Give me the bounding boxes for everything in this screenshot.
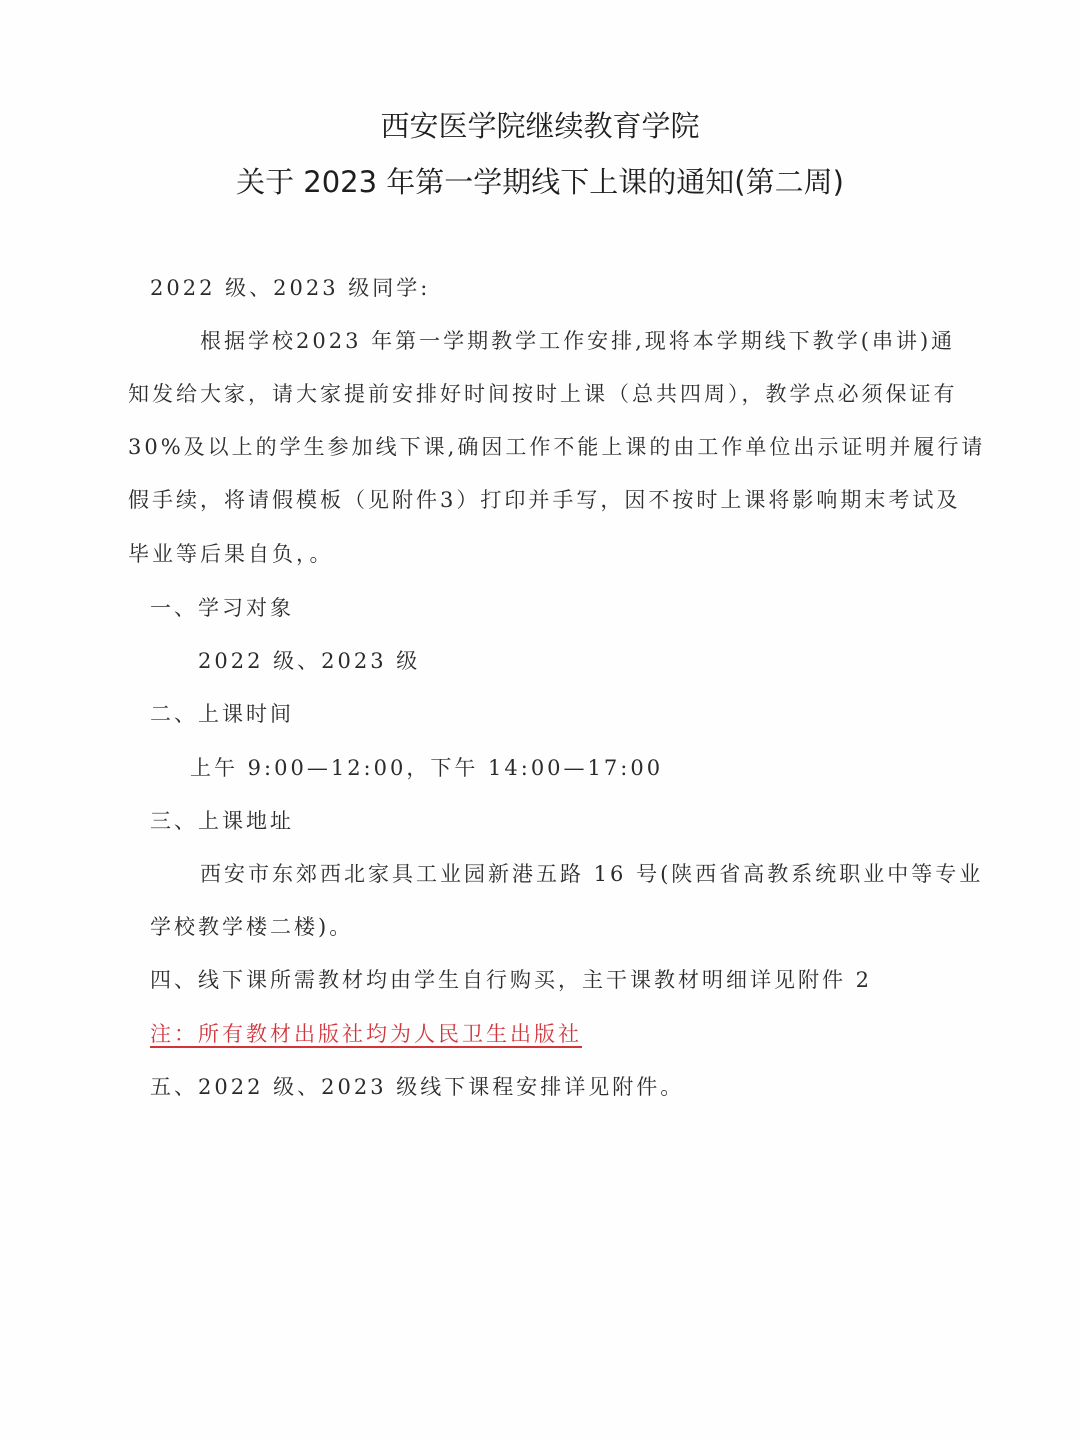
- section-2-heading: 二、上课时间: [150, 702, 294, 726]
- section-3-address-line-2: 学校教学楼二楼)。: [150, 915, 354, 939]
- intro-line-4: 假手续，将请假模板（见附件3）打印并手写，因不按时上课将影响期末考试及: [128, 488, 961, 512]
- section-5-heading: 五、2022 级、2023 级线下课程安排详见附件。: [150, 1075, 685, 1099]
- intro-line-3: 30%及以上的学生参加线下课,确因工作不能上课的由工作单位出示证明并履行请: [128, 435, 986, 459]
- intro-line-2: 知发给大家，请大家提前安排好时间按时上课（总共四周），教学点必须保证有: [128, 382, 958, 406]
- section-3-address-line-1: 西安市东郊西北家具工业园新港五路 16 号(陕西省高教系统职业中等专业: [200, 862, 984, 886]
- section-1-content: 2022 级、2023 级: [198, 649, 421, 673]
- document-title-institution: 西安医学院继续教育学院: [380, 109, 700, 143]
- intro-line-1: 根据学校2023 年第一学期教学工作安排,现将本学期线下教学(串讲)通: [200, 329, 956, 353]
- document-title-subject: 关于 2023 年第一学期线下上课的通知(第二周): [236, 165, 844, 199]
- section-1-heading: 一、学习对象: [150, 596, 294, 620]
- textbook-publisher-note: 注：所有教材出版社均为人民卫生出版社: [150, 1022, 582, 1046]
- section-2-content: 上午 9:00—12:00，下午 14:00—17:00: [190, 756, 664, 780]
- section-3-heading: 三、上课地址: [150, 809, 294, 833]
- section-4-heading: 四、线下课所需教材均由学生自行购买，主干课教材明细详见附件 2: [150, 968, 873, 992]
- salutation: 2022 级、2023 级同学:: [150, 276, 431, 300]
- intro-line-5: 毕业等后果自负，。: [128, 542, 334, 566]
